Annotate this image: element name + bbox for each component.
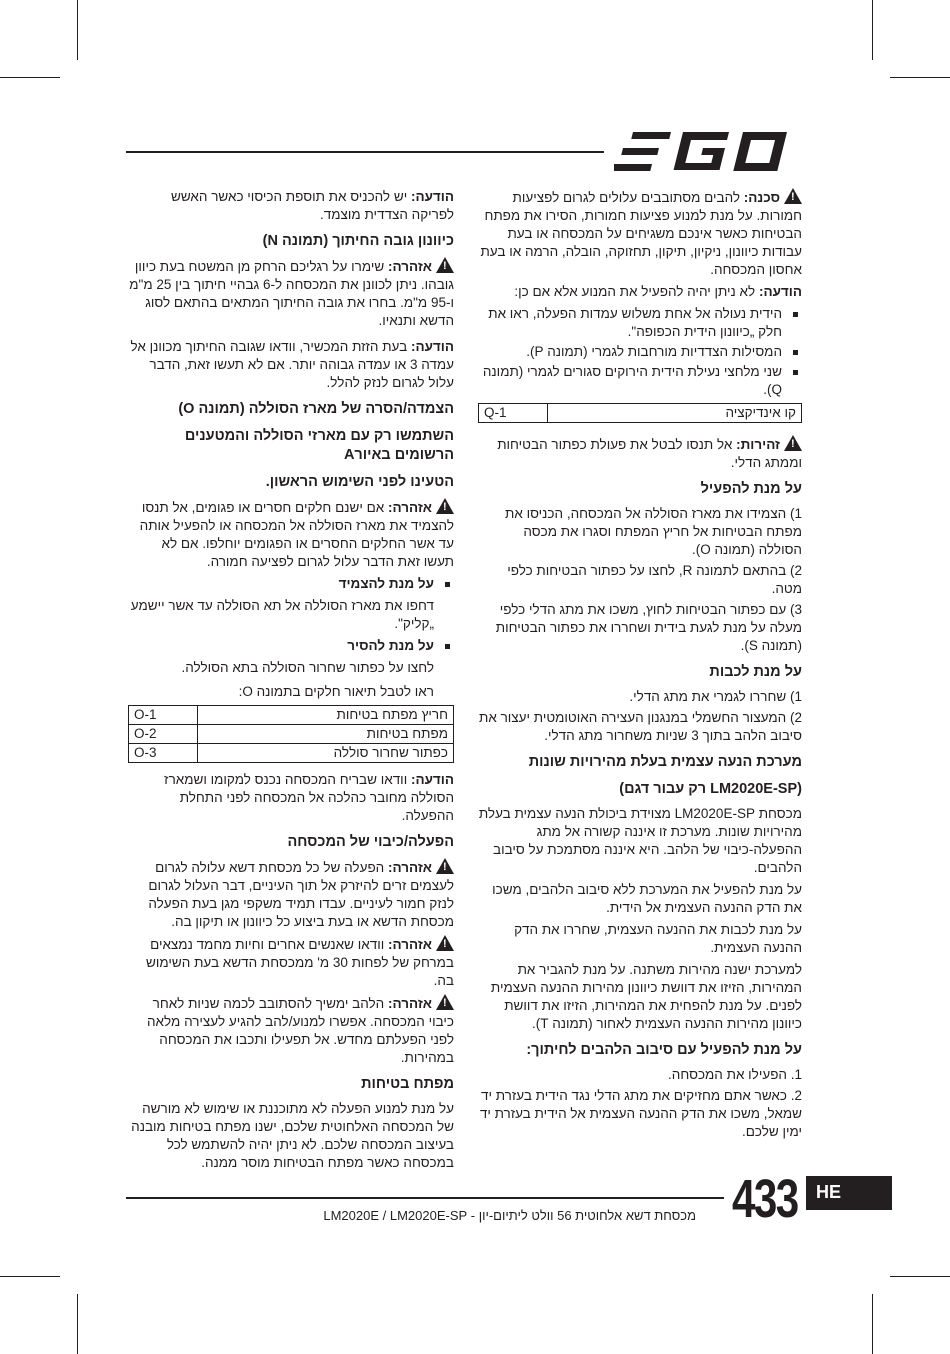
warning-text: וודאו שאנשים אחרים וחיות מחמד נמצאים במרחק של לפחות 30 מ' ממכסחת הדשא בעת השימוש בה. <box>146 937 454 988</box>
warning-paragraph <box>128 498 454 571</box>
warning-paragraph <box>128 935 454 990</box>
paragraph: למערכת ישנה מהירות משתנה. על מנת להגביר את המהירות, הזיזו את דוושת כיוונון מהירות ההנעה העצמית לפנים. על מנת להפחית את המהירות, הזיזו את דוושת כיוונון מהירות ההנעה העצמית לאחור (תמונה T). <box>490 962 802 1031</box>
step: 1) שחררו לגמרי את מתג הדלי. <box>629 689 802 704</box>
section-heading: על מנת להפעיל <box>700 481 802 497</box>
blades-steps <box>478 1066 802 1141</box>
warning-text: אם ישנם חלקים חסרים או פגומים, אל תנסו להצמיד את מארז הסוללה אל המכסחה או להפעיל אותה עד אשר החלקים החסרים או הפגומים יוחלפו. אם לא תעשו זאת הדבר עלול לגרום לפציעה חמורה. <box>139 500 454 569</box>
paragraph: מכסחת LM2020E-SP מצוידת ביכולת הנעה עצמית בעלת מהירויות שונות. מערכת זו איננה קשורה אל מתג ההפעלה-כיבוי של הלהב. היא איננה מסתמכת על סיבוב הלהבים. <box>478 806 802 875</box>
note-text: יש להכניס את תוספת הכיסוי כאשר האשש לפריקה הצדדית מוצמד. <box>170 189 454 222</box>
warning-triangle-icon <box>436 257 454 273</box>
table-cell-code: O-3 <box>129 744 198 763</box>
header-rule <box>126 151 604 153</box>
warning-triangle-icon <box>436 935 454 951</box>
footer-caption: מכסחת דשא אלחוטית 56 וולט ליתיום-יון - LM2020E / LM2020E-SP <box>323 1208 696 1223</box>
step: 1. הפעילו את המכסחה. <box>668 1067 802 1082</box>
language-code: HE <box>816 1182 842 1202</box>
section-heading: מערכת הנעה עצמית בעלת מהירויות שונות <box>528 754 802 770</box>
warning-label: אזהרה: <box>388 937 432 952</box>
warning-triangle-icon <box>436 858 454 874</box>
paragraph: על מנת להפעיל את המערכת ללא סיבוב הלהבים, משכו את הדק ההנעה העצמית אל הידית. <box>492 882 802 915</box>
danger-label: סכנה: <box>743 190 780 205</box>
note-text: לא ניתן יהיה להפעיל את המנוע אלא אם כן: <box>514 284 756 299</box>
note-label: הודעה: <box>410 339 454 354</box>
battery-list <box>128 575 454 593</box>
crop-mark <box>77 0 78 60</box>
remove-text: לחצו על כפתור שחרור הסוללה בתא הסוללה. <box>181 660 434 675</box>
warning-label: אזהרה: <box>388 996 432 1011</box>
note-paragraph <box>128 338 454 392</box>
stop-steps <box>478 688 802 745</box>
crop-mark <box>0 1276 60 1277</box>
attach-label: על מנת להצמיד <box>338 576 434 591</box>
danger-paragraph <box>478 188 802 279</box>
footer-rule <box>126 1197 724 1199</box>
remove-label: על מנת להסיר <box>347 638 434 653</box>
list-item: המסילות הצדדיות מורחבות לגמרי (תמונה P). <box>478 343 782 361</box>
section-heading: על מנת לכבות <box>709 664 802 680</box>
list-item <box>128 575 434 593</box>
note-paragraph <box>478 283 802 301</box>
table-row <box>129 706 454 725</box>
language-badge <box>806 1176 892 1210</box>
table-caption: ראו לטבל תיאור חלקים בתמונה O: <box>238 684 434 699</box>
left-column <box>128 188 454 1176</box>
warning-label: אזהרה: <box>388 860 432 875</box>
step: 2) בהתאם לתמונה R, לחצו על כפתור הבטיחות כלפי מטה. <box>507 563 802 596</box>
warning-text: שימרו על רגליכם הרחק מן המשטח בעת כיוון גובהו. ניתן לכוונן את המכסחה ל-6 גבהיי חיתוך בין 25 מ"מ ו-95 מ"מ. בחרו את גובה החיתוך המתאים בהתאם לסוג הדשא ותנאיו. <box>129 259 454 328</box>
table-cell-label: קו אינדיקציה <box>548 404 802 423</box>
note-text: בעת הזזת המכשיר, וודאו שגובה החיתוך מכוונן אל עמדה 3 או עמדה גבוהה יותר. אם לא תעשו זאת, הדבר עלול לגרום לנזק להלל. <box>130 339 454 390</box>
caution-label: זהירות: <box>736 437 780 452</box>
warning-triangle-icon <box>784 188 802 204</box>
crop-mark <box>872 0 873 60</box>
ego-logo-icon <box>614 128 800 174</box>
note-label: הודעה: <box>758 284 802 299</box>
warning-paragraph <box>128 257 454 330</box>
right-column <box>478 188 802 1144</box>
note-paragraph <box>128 188 454 224</box>
section-heading: על מנת להפעיל עם סיבוב הלהבים לחיתוך: <box>526 1042 802 1058</box>
danger-text: להבים מסתובבים עלולים לגרום לפציעות חמורות. על מנת למנוע פציעות חמורות, הסירו את מפתח הבטיחות כאשר אינכם משגיחים על המכסחה או בעת עבודות כיוונון, ניקיון, תיקון, תחזוקה, הובלה, הרמה או בעת אחסון המכסחה. <box>480 190 802 277</box>
crop-mark <box>0 77 60 78</box>
warning-triangle-icon <box>784 435 802 451</box>
warning-paragraph <box>128 858 454 931</box>
step: 2. כאשר אתם מחזיקים את מתג הדלי נגד הידית בעזרת יד שמאל, משכו את הדק ההנעה העצמית אל הידית בעזרת יד ימין שלכם. <box>479 1088 802 1139</box>
ego-logo <box>614 128 800 174</box>
attach-text: דחפו את מארז הסוללה אל תא הסוללה עד אשר יישמע „קליק". <box>130 598 434 631</box>
parts-table-q <box>478 403 802 423</box>
section-heading: מפתח בטיחות <box>361 1076 454 1092</box>
warning-text: הלהב ימשיך להסתובב לכמה שניות לאחר כיבוי המכסחה. אפשרו למנוע/להב להגיע לעצירה מלאה לפני הפעלתם מחדש. אל תפעילו ותכבו את המכסחה במהירות. <box>146 996 454 1065</box>
section-subheading: הטעינו לפני השימוש הראשון. <box>265 474 454 490</box>
table-row <box>479 404 802 423</box>
crop-mark <box>890 77 950 78</box>
paragraph: על מנת לכבות את ההנעה העצמית, שחררו את הדק ההנעה העצמית. <box>514 922 802 955</box>
table-cell-code: Q-1 <box>479 404 548 423</box>
list-item: שני מלחצי נעילת הידית הירוקים סגורים לגמרי (תמונה Q). <box>478 363 782 399</box>
warning-text: הפעלה של כל מכסחת דשא עלולה לגרום לעצמים זרים להיזרק אל תוך העיניים, דבר העלול לגרום לנזק חמור לעיניים. עבדו תמיד משקפי מגן בעת הפעלה מכסחת הדשא או בעת ביצוע כל כיוונון או תיקון בה. <box>148 860 454 929</box>
warning-label: אזהרה: <box>388 259 432 274</box>
table-cell-label: מפתח בטיחות <box>198 725 454 744</box>
warning-triangle-icon <box>436 498 454 514</box>
table-row <box>129 744 454 763</box>
table-cell-label: כפתור שחרור סוללה <box>198 744 454 763</box>
start-steps <box>478 505 802 655</box>
paragraph: על מנת למנוע הפעלה לא מתוכננת או שימוש לא מורשה של המכסחה האלחוטית שלכם, ישנו מפתח בטיחות מובנה בעיצוב המכסחה שלכם. לא ניתן יהיה להשתמש לכל במכסחה כאשר מפתח הבטיחות מוסר ממנה. <box>131 1101 454 1170</box>
note-label: הודעה: <box>410 189 454 204</box>
list-item <box>128 637 434 655</box>
section-heading: הצמדה/הסרה של מארז הסוללה (תמונה O) <box>178 401 454 417</box>
warning-label: אזהרה: <box>388 500 432 515</box>
conditions-list <box>478 305 802 399</box>
crop-mark <box>872 1294 873 1354</box>
warning-paragraph <box>128 994 454 1067</box>
note-paragraph <box>128 771 454 825</box>
parts-table-o <box>128 705 454 763</box>
note-label: הודעה: <box>410 772 454 787</box>
section-heading: הפעלה/כיבוי של המכסחה <box>287 834 454 850</box>
caution-paragraph <box>478 435 802 472</box>
table-cell-label: חריץ מפתח בטיחות <box>198 706 454 725</box>
step: 2) המעצור החשמלי במנגנון העצירה האוטומטית יעצור את סיבוב הלהב בתוך 3 שניות משחרור מתג הדלי. <box>479 710 802 743</box>
crop-mark <box>890 1276 950 1277</box>
table-cell-code: O-1 <box>129 706 198 725</box>
battery-list <box>128 637 454 655</box>
page-number: 433 <box>732 1169 798 1229</box>
step: 1) הצמידו את מארז הסוללה אל המכסחה, הכניסו את מפתח הבטיחות אל חריץ המפתח וסגרו את מכסה הסוללה (תמונה O). <box>505 506 802 557</box>
section-subheading: (LM2020E-SP רק עבור דגם) <box>619 781 802 797</box>
table-row <box>129 725 454 744</box>
table-cell-code: O-2 <box>129 725 198 744</box>
section-subheading: השתמשו רק עם מארזי הסוללה והמטענים הרשומים באיורA <box>184 428 454 463</box>
warning-triangle-icon <box>436 994 454 1010</box>
note-text: וודאו שבריח המכסחה נכנס למקומו ושמארז הסוללה מחובר כהלכה אל המכסחה לפני התחלת ההפעלה. <box>163 772 454 823</box>
caution-text: אל תנסו לבטל את פעולת כפתור הבטיחות וממתג הדלי. <box>497 437 802 470</box>
list-item: הידית נעולה אל אחת משלוש עמדות הפעלה, ראו את חלק „כיוונון הידית הכפופה". <box>478 305 782 341</box>
crop-mark <box>77 1294 78 1354</box>
section-heading: כיוונון גובה החיתוך (תמונה N) <box>262 233 454 249</box>
step: 3) עם כפתור הבטיחות לחוץ, משכו את מתג הדלי כלפי מעלה על מנת לגעת בידית ושחררו את כפתור הבטיחות (תמונה S). <box>495 602 802 653</box>
